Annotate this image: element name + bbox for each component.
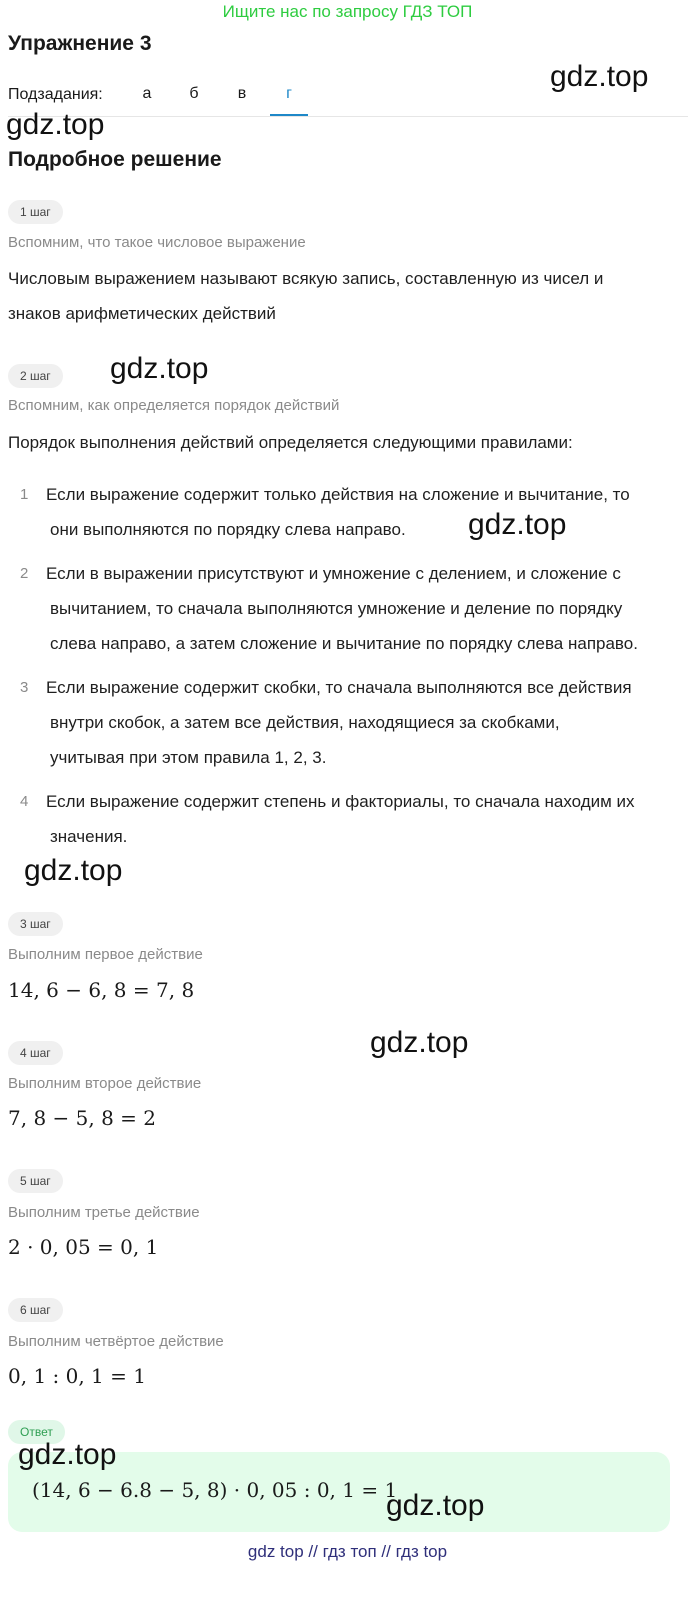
rule-number: 2 [20,565,29,582]
step-hint: Вспомним, что такое числовое выражение [8,234,306,251]
section-title: Подробное решение [8,148,222,171]
step-badge: 1 шаг [8,200,63,224]
subtask-tabs [8,82,688,117]
step-math: 2 · 0, 05 = 0, 1 [8,1235,159,1259]
rule-line: учитывая при этом правила 1, 2, 3. [50,748,327,767]
step-badge: 6 шаг [8,1298,63,1322]
rule-line: Если выражение содержит степень и факториалы, то сначала находим их [46,792,635,811]
rule-item [20,556,680,661]
tab-a[interactable]: а [142,85,152,102]
rule-line: значения. [50,827,128,846]
step-text-line: Числовым выражением называют всякую запись, составленную из чисел и [8,269,604,288]
step-hint: Выполним третье действие [8,1204,200,1221]
rule-line: Если выражение содержит скобки, то сначала выполняются все действия [46,678,632,697]
step-text-line: знаков арифметических действий [8,304,276,323]
watermark: gdz.top [370,1026,469,1059]
rule-item [20,784,680,854]
rule-line: они выполняются по порядку слева направо. [50,520,406,539]
search-banner[interactable]: Ищите нас по запросу ГДЗ ТОП [222,2,473,21]
step-math: 7, 8 − 5, 8 = 2 [8,1106,156,1130]
watermark: gdz.top [468,508,567,541]
watermark: gdz.top [110,352,209,385]
tab-b[interactable]: б [189,85,199,102]
footer-links[interactable]: gdz top // гдз топ // гдз top [247,1542,448,1561]
rule-item [20,477,680,547]
rule-line: слева направо, а затем сложение и вычитание по порядку слева направо. [50,634,638,653]
step-hint: Выполним четвёртое действие [8,1333,224,1350]
step-math: 14, 6 − 6, 8 = 7, 8 [8,978,195,1002]
rule-line: внутри скобок, а затем все действия, находящиеся за скобками, [50,713,560,732]
exercise-title: Упражнение 3 [8,32,152,55]
rule-number: 1 [20,486,29,503]
watermark: gdz.top [24,854,123,887]
subtasks-label: Подзадания: [8,86,103,103]
step-hint: Выполним первое действие [8,946,203,963]
step-text: Порядок выполнения действий определяется следующими правилами: [8,433,573,452]
rule-line: вычитанием, то сначала выполняются умножение и деление по порядку [50,599,623,618]
answer-badge: Ответ [8,1420,65,1444]
watermark: gdz.top [386,1489,485,1522]
step-badge: 5 шаг [8,1169,63,1193]
rule-number: 3 [20,679,29,696]
watermark: gdz.top [550,60,649,93]
step-badge: 3 шаг [8,912,63,936]
rule-item [20,670,680,775]
tab-g[interactable]: г [270,82,308,116]
step-math: 0, 1 : 0, 1 = 1 [8,1364,146,1388]
watermark: gdz.top [18,1438,117,1471]
answer-math: (14, 6 − 6.8 − 5, 8) · 0, 05 : 0, 1 = 1 [32,1478,398,1502]
step-hint: Вспомним, как определяется порядок действий [8,397,340,414]
rule-line: Если выражение содержит только действия на сложение и вычитание, то [46,485,630,504]
rule-number: 4 [20,793,29,810]
rule-line: Если в выражении присутствуют и умножение с делением, и сложение с [46,564,621,583]
step-badge: 2 шаг [8,364,63,388]
watermark: gdz.top [6,108,105,141]
step-hint: Выполним второе действие [8,1075,202,1092]
step-badge: 4 шаг [8,1041,63,1065]
tab-v[interactable]: в [237,85,247,102]
step-text [8,261,678,331]
